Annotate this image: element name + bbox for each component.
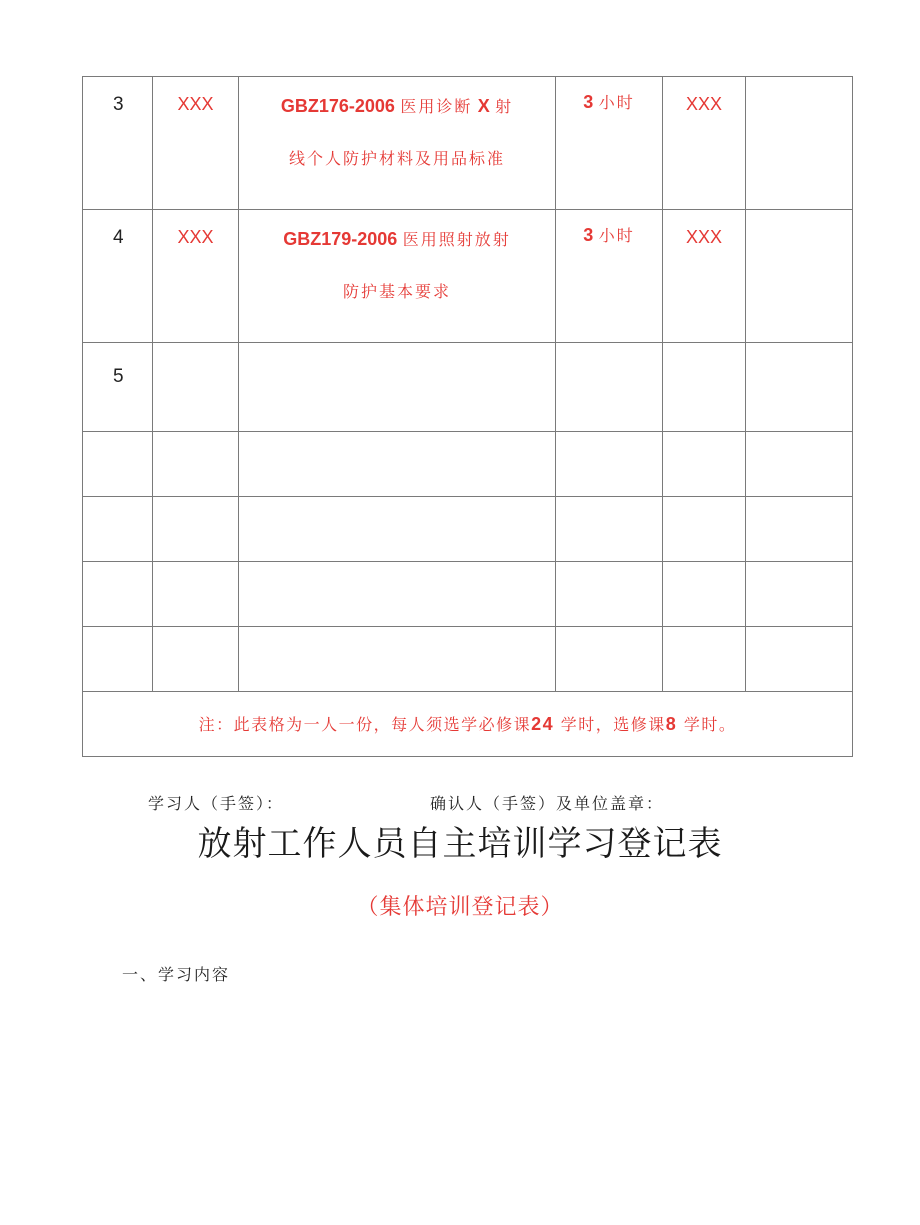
course-title-line1 <box>257 230 537 260</box>
hours-cell <box>556 77 663 210</box>
course-code: GBZ179-2006 <box>283 229 398 249</box>
remark-cell <box>746 497 853 562</box>
hours-cell <box>556 497 663 562</box>
course-title-tail: 射 <box>495 97 514 116</box>
note-suffix: 学时。 <box>683 714 737 734</box>
remark-cell <box>746 627 853 692</box>
confirmer-cell <box>663 210 746 343</box>
note-middle: 学时，选修课 <box>560 714 666 734</box>
hours-cell <box>556 343 663 432</box>
row-number <box>83 497 153 562</box>
hours-cell <box>556 627 663 692</box>
note-required-hours: 24 <box>531 713 555 734</box>
confirmer-cell <box>663 562 746 627</box>
row-number: 4 <box>83 210 153 343</box>
table-row <box>83 77 853 210</box>
hours-cell <box>556 562 663 627</box>
remark-cell <box>746 210 853 343</box>
row-number: 5 <box>83 343 153 432</box>
hours-number: 3 <box>583 92 594 112</box>
hours-cell <box>556 432 663 497</box>
teacher-name: XXX <box>177 227 214 247</box>
teacher-cell <box>153 77 239 210</box>
confirmer-name: XXX <box>685 227 723 247</box>
teacher-cell <box>153 210 239 343</box>
note-row <box>83 692 853 757</box>
teacher-cell <box>153 497 239 562</box>
course-title-line2: 线个人防护材料及用品标准 <box>288 149 505 168</box>
course-cell <box>239 627 556 692</box>
teacher-name: XXX <box>177 94 214 114</box>
confirmer-cell <box>663 343 746 432</box>
course-title-text: 医用诊断 <box>400 97 473 116</box>
remark-cell <box>746 343 853 432</box>
confirmer-cell <box>663 627 746 692</box>
table-row <box>83 210 853 343</box>
teacher-cell <box>153 432 239 497</box>
page-title: 放射工作人员自主培训学习登记表 <box>197 824 723 864</box>
signature-line <box>148 791 665 814</box>
section-heading: 一、学习内容 <box>122 965 231 984</box>
hours-unit: 小时 <box>598 93 635 112</box>
hours-number: 3 <box>583 225 594 245</box>
hours-cell <box>556 210 663 343</box>
course-code: GBZ176-2006 <box>280 96 395 116</box>
confirmer-cell <box>663 497 746 562</box>
remark-cell <box>746 432 853 497</box>
table-row <box>83 627 853 692</box>
table-row <box>83 497 853 562</box>
course-cell <box>239 343 556 432</box>
course-cell <box>239 432 556 497</box>
teacher-cell <box>153 627 239 692</box>
confirmer-cell <box>663 432 746 497</box>
row-number <box>83 562 153 627</box>
course-title-line2: 防护基本要求 <box>342 282 451 301</box>
confirmer-cell <box>663 77 746 210</box>
page-subtitle: （集体培训登记表） <box>356 895 564 920</box>
remark-cell <box>746 77 853 210</box>
course-title-x: X <box>477 96 490 116</box>
table-note <box>199 715 737 734</box>
course-cell <box>239 210 556 343</box>
learner-signature-label: 学习人（手签）： <box>148 794 285 813</box>
note-elective-hours: 8 <box>665 713 678 734</box>
confirmer-name: XXX <box>685 94 723 114</box>
table-row <box>83 343 853 432</box>
table-row <box>83 432 853 497</box>
course-cell <box>239 562 556 627</box>
row-number <box>83 627 153 692</box>
row-number: 3 <box>83 77 153 210</box>
remark-cell <box>746 562 853 627</box>
teacher-cell <box>153 343 239 432</box>
course-cell <box>239 77 556 210</box>
row-number <box>83 432 153 497</box>
course-title-line1 <box>257 97 537 127</box>
hours-unit: 小时 <box>598 226 635 245</box>
course-title-text: 医用照射放射 <box>402 230 511 249</box>
training-register-table <box>82 76 853 757</box>
table-row <box>83 562 853 627</box>
course-cell <box>239 497 556 562</box>
confirmer-signature-label: 确认人（手签）及单位盖章： <box>430 794 665 813</box>
note-prefix: 注：此表格为一人一份，每人须选学必修课 <box>198 714 532 734</box>
note-cell <box>83 692 853 757</box>
teacher-cell <box>153 562 239 627</box>
